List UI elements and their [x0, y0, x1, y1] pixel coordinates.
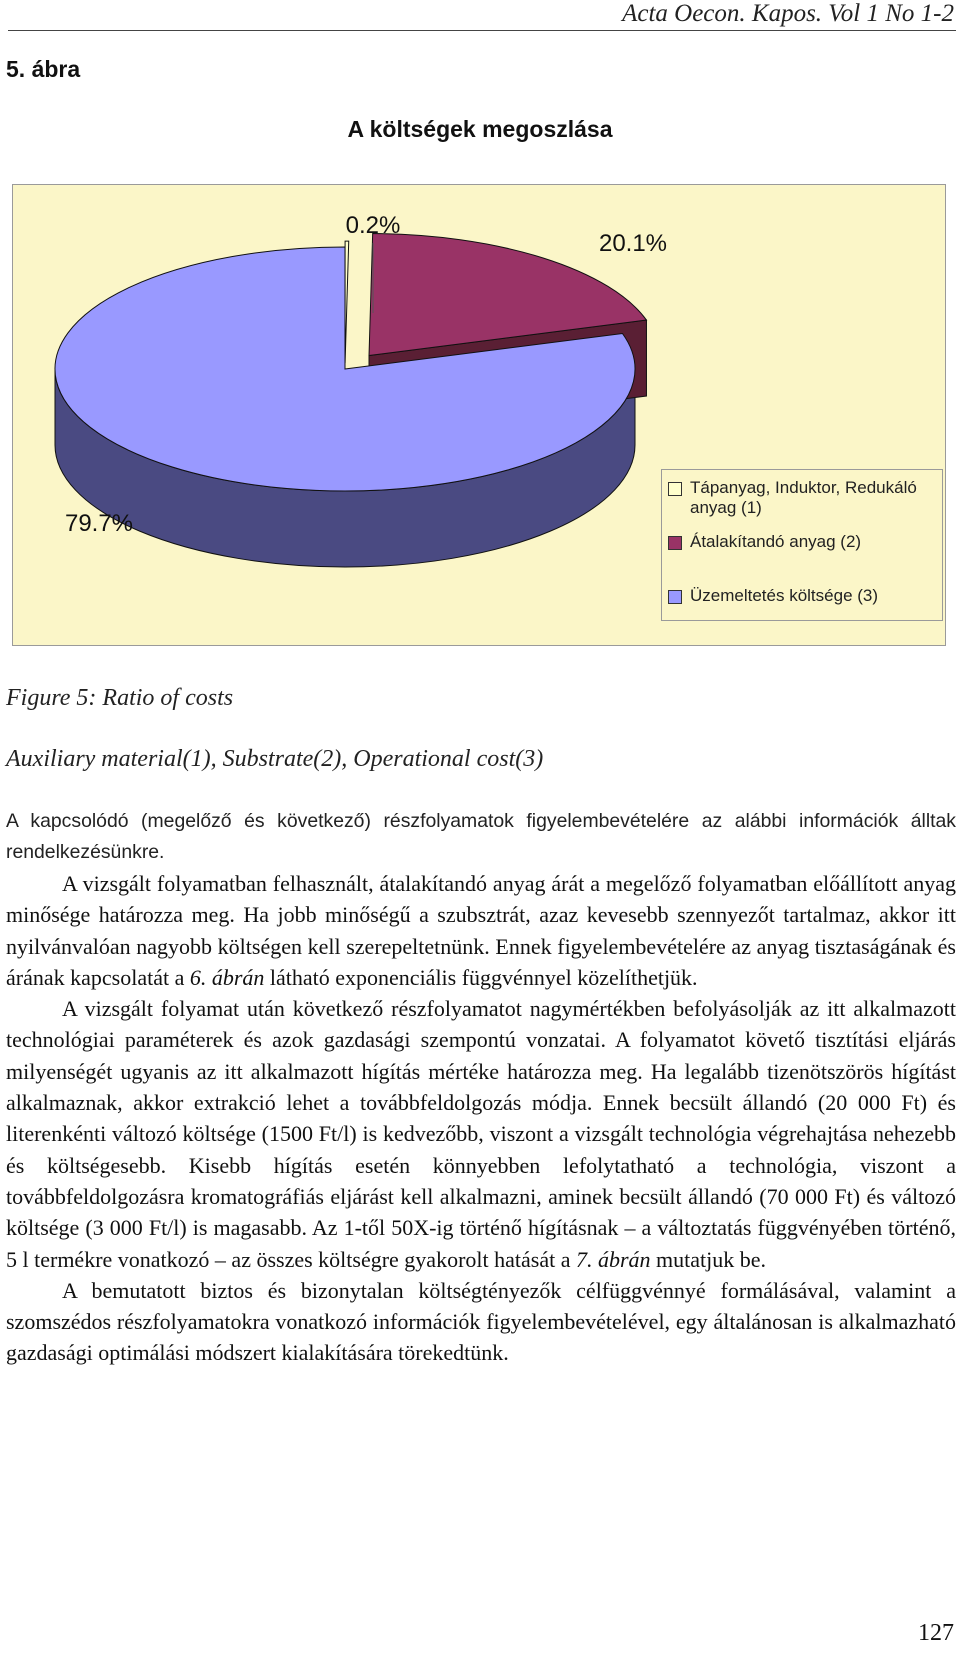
paragraph-1-text-b: látható exponenciális függvénnyel közelíthetjük. — [264, 964, 698, 990]
paragraph-3: A bemutatott biztos és bizonytalan költségtényezők célfüggvénnyé formálásával, valamint a szomszédos részfolyamatokra vonatkozó információk figyelembevételével, egy általánosan is alkalmazható gazdasági optimálási módszert kialakítására törekedtünk. — [6, 1277, 956, 1366]
pie-slice-1 — [345, 241, 349, 363]
paragraph-2 — [6, 993, 956, 1275]
figure-caption-en: Figure 5: Ratio of costs — [6, 685, 234, 711]
figure-7-reference: 7. ábrán — [575, 1246, 651, 1272]
legend-swatch-3 — [668, 590, 682, 604]
figure-6-reference: 6. ábrán — [189, 964, 265, 990]
paragraph-1 — [6, 868, 956, 993]
chart-title: A költségek megoszlása — [347, 116, 613, 142]
page-number: 127 — [918, 1620, 954, 1646]
legend-swatch-1 — [668, 482, 682, 496]
pie-label-2: 20.1% — [598, 230, 668, 257]
header-divider — [8, 30, 956, 31]
chart-legend — [661, 469, 943, 621]
legend-item-3 — [668, 586, 930, 606]
intro-paragraph: A kapcsolódó (megelőző és következő) részfolyamatok figyelembevételére az alábbi információk álltak rendelkezésünkre. — [6, 810, 956, 863]
legend-label-2: Átalakítandó anyag (2) — [690, 532, 862, 551]
chart-area — [12, 184, 946, 646]
body-text — [6, 868, 956, 1369]
pie-label-1: 0.2% — [345, 212, 401, 239]
pie-label-3: 79.7% — [64, 510, 134, 537]
paragraph-2-text-b: mutatjuk be. — [650, 1246, 767, 1272]
legend-swatch-2 — [668, 536, 682, 550]
figure-caption-legend-en: Auxiliary material(1), Substrate(2), Operational cost(3) — [6, 746, 544, 772]
legend-label-1: Tápanyag, Induktor, Redukáló anyag (1) — [690, 478, 917, 517]
journal-header: Acta Oecon. Kapos. Vol 1 No 1-2 — [622, 0, 954, 27]
paragraph-2-text-a: A vizsgált folyamat után következő részfolyamatot nagymértékben befolyásolják az itt alkalmazott technológiai paraméterek és azok gazdasági szempontú vonzatai. A folyamatot követő tisztítási eljárás milyenségét ugyanis az itt alkalmazott hígítás mértéke határozza meg. Ha legalább tizenötszörös hígítást alkalmaznak, akkor extrakció lehet a továbbfeldolgozás módja. Ennek becsült állandó (20 000 Ft) és literenkénti változó költsége (1500 Ft/l) is kedvezőbb, viszont a vizsgált technológia végrehajtása nehezebb és költségesebb. Kisebb hígítás esetén könnyebben lefolytatható a technológia, viszont a továbbfeldolgozásra kromatográfiás eljárást kell alkalmazni, aminek becsült állandó (70 000 Ft) és változó költsége (3 000 Ft/l) is magasabb. Az 1-től 50X-ig történő hígításnak – a változtatás függvényében történő, 5 l termékre vonatkozó – az összes költségre gyakorolt hatását a — [6, 996, 956, 1272]
legend-item-2 — [668, 532, 930, 552]
legend-item-1 — [668, 478, 930, 518]
legend-label-3: Üzemeltetés költsége (3) — [690, 586, 879, 605]
paragraph-1-text-a: A vizsgált folyamatban felhasznált, átalakítandó anyag árát a megelőző folyamatban előállított anyag minősége határozza meg. Ha jobb minőségű a szubsztrát, azaz kevesebb szennyezőt tartalmaz, akkor itt nyilvánvalóan nagyobb költségen kell szerepeltetnünk. Ennek figyelembevételére az anyag tisztaságának és árának kapcsolatát a — [6, 871, 956, 990]
figure-label: 5. ábra — [6, 56, 81, 82]
